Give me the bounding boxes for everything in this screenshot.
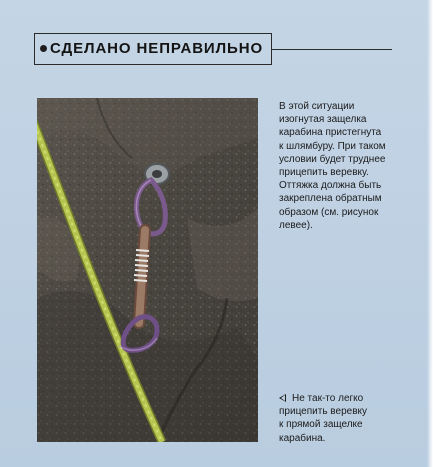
caption-line: прицепить веревку (279, 406, 367, 418)
body-line: карабина пристегнута (279, 127, 382, 139)
arrow-left-triangle-icon (279, 394, 286, 402)
title-underline-rule (272, 49, 392, 50)
section-title-box (34, 33, 272, 65)
body-line: левее). (279, 219, 313, 231)
bullet-dot-icon (40, 45, 47, 52)
page-edge (427, 0, 433, 467)
body-line: образом (см. рисунок (279, 206, 379, 218)
caption-line: карабина. (279, 432, 326, 444)
caption-line: Не так-то легко (292, 393, 364, 404)
body-paragraph (279, 100, 415, 232)
body-line: прицепить веревку. (279, 167, 369, 179)
body-line: В этой ситуации (279, 101, 355, 112)
body-line: условии будет труднее (279, 153, 386, 165)
photo-caption (279, 392, 419, 445)
caption-line: к прямой защелке (279, 419, 363, 431)
body-line: закреплена обратным (279, 193, 382, 205)
photo-quickdraw-on-bolt (37, 98, 258, 442)
body-line: Оттяжка должна быть (279, 180, 382, 192)
body-line: к шлямбуру. При таком (279, 140, 386, 152)
body-line: изогнутая защелка (279, 114, 367, 126)
page-title: СДЕЛАНО НЕПРАВИЛЬНО (50, 40, 264, 57)
